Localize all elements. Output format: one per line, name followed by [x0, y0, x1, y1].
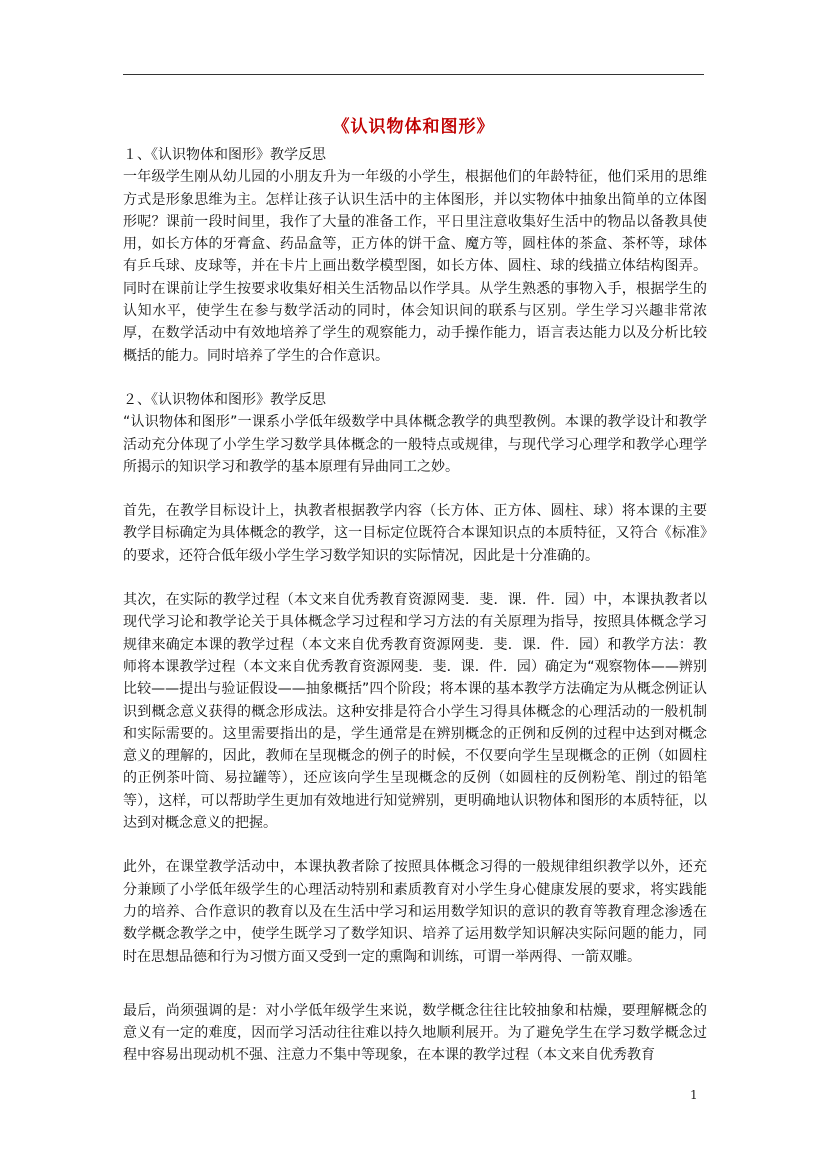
- paragraph: 首先，在教学目标设计上，执教者根据教学内容（长方体、正方体、圆柱、球）将本课的主要教学目标确定为具体概念的教学，这一目标定位既符合本课知识点的本质特征，又符合《标准》的要求，还符合低年级小学生学习数学知识的实际情况，因此是十分准确的。: [123, 503, 707, 564]
- paragraph: “认识物体和图形”一课系小学低年级数学中具体概念教学的典型教例。本课的教学设计和教学活动充分体现了小学生学习数学具体概念的一般特点或规律，与现代学习心理学和教学心理学所揭示的知识学习和教学的基本原理有异曲同工之妙。: [123, 414, 707, 475]
- section-heading-1: １、《认识物体和图形》教学反思: [123, 147, 326, 163]
- document-title: 《认识物体和图形》: [332, 117, 495, 137]
- page-number: 1: [690, 1088, 698, 1102]
- paragraph: 最后，尚须强调的是：对小学低年级学生来说，数学概念往往比较抽象和枯燥，要理解概念的意义有一定的难度，因而学习活动往往难以持久地顺利展开。为了避免学生在学习数学概念过程中容易出现动机不强、注意力不集中等现象，在本课的教学过程（本文来自优秀教育: [123, 1002, 707, 1064]
- document-body: [123, 144, 707, 1067]
- header-rule: [123, 74, 704, 75]
- paragraph: 其次，在实际的教学过程（本文来自优秀教育资源网斐．斐．课．件．园）中，本课执教者以现代学习论和教学论关于具体概念学习过程和学习方法的有关原理为指导，按照具体概念学习规律来确定本课的教学过程（本文来自优秀教育资源网斐．斐．课．件．园）和教学方法：教师将本课教学过程（本文来自优秀教育资源网斐．斐．课．件．园）确定为“观察物体——辨别比较——提出与验证假设——抽象概括”四个阶段；将本课的基本教学方法确定为从概念例证认识到概念意义获得的概念形成法。这种安排是符合小学生习得具体概念的心理活动的一般机制和实际需要的。这里需要指出的是，学生通常是在辨别概念的正例和反例的过程中达到对概念意义的理解的，因此，教师在呈现概念的例子的时候，不仅要向学生呈现概念的正例（如圆柱的正例茶叶筒、易拉罐等），还应该向学生呈现概念的反例（如圆柱的反例粉笔、削过的铅笔等），这样，可以帮助学生更加有效地进行知觉辨别，更明确地认识物体和图形的本质特征，以达到对概念意义的把握。: [123, 592, 707, 832]
- section-heading-2: ２、《认识物体和图形》教学反思: [123, 391, 326, 408]
- paragraph: 一年级学生刚从幼儿园的小朋友升为一年级的小学生，根据他们的年龄特征，他们采用的思维方式是形象思维为主。怎样让孩子认识生活中的主体图形，并以实物体中抽象出简单的立体图形呢？课前一段时间里，我作了大量的准备工作，平日里注意收集好生活中的物品以备教具使用，如长方体的牙膏盒、药品盒等，正方体的饼干盒、魔方等，圆柱体的茶盒、茶杯等，球体有乒乓球、皮球等，并在卡片上画出数学模型图，如长方体、圆柱、球的线描立体结构图弄。同时在课前让学生按要求收集好相关生活物品以作学具。从学生熟悉的事物入手，根据学生的认知水平，使学生在参与数学活动的同时，体会知识间的联系与区别。学生学习兴趣非常浓厚，在数学活动中有效地培养了学生的观察能力，动手操作能力，语言表达能力以及分析比较概括的能力。同时培养了学生的合作意识。: [123, 169, 707, 364]
- paragraph: 此外，在课堂教学活动中，本课执教者除了按照具体概念习得的一般规律组织教学以外，还充分兼顾了小学低年级学生的心理活动特别和素质教育对小学生身心健康发展的要求，将实践能力的培养、合作意识的教育以及在生活中学习和运用数学知识的意识的教育等教育理念渗透在数学概念教学之中，使学生既学习了数学知识、培养了运用数学知识解决实际问题的能力，同时在思想品德和行为习惯方面又受到一定的熏陶和训练，可谓一举两得、一箭双雕。: [123, 859, 707, 965]
